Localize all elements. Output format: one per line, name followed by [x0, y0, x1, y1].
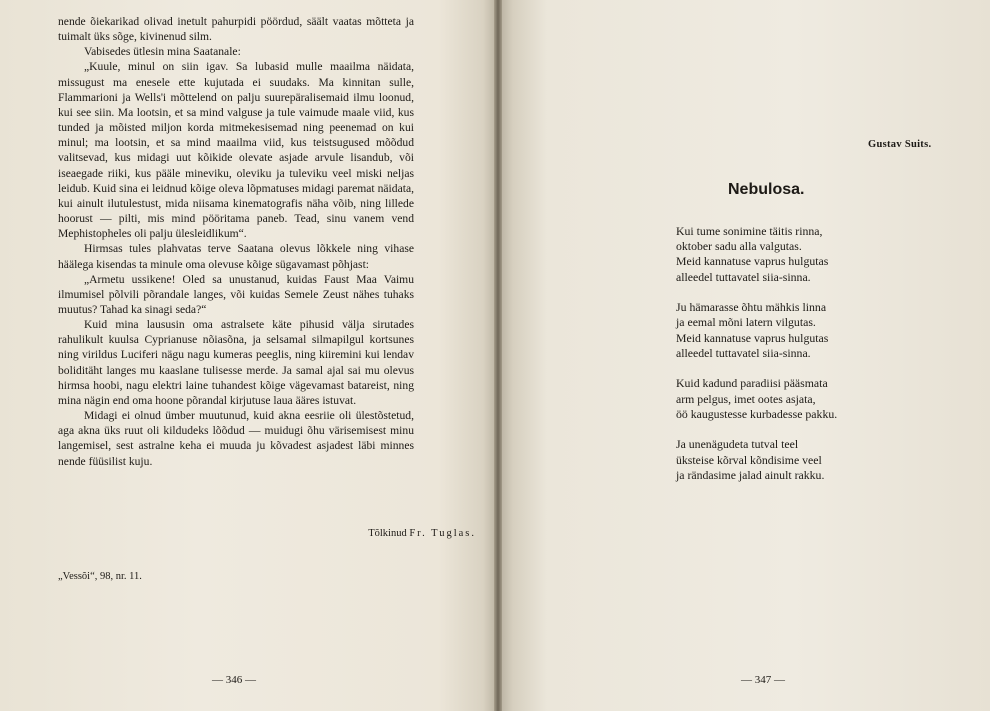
poem — [676, 224, 837, 498]
translator-name: Fr. Tuglas. — [409, 528, 476, 539]
poem-line: Meid kannatuse vaprus hulgutas — [676, 330, 829, 345]
poem-line: ja rändasime jalad ainult rakku. — [676, 467, 825, 482]
poem-title: Nebulosa. — [728, 181, 805, 198]
stanza — [676, 224, 837, 285]
poem-line: arm pelgus, imet ootes asjata, — [676, 391, 816, 406]
translator-credit — [0, 528, 498, 539]
poem-line: alleedel tuttavatel siia-sinna. — [676, 345, 811, 360]
poem-line: üksteise kõrval kõndisime veel — [676, 452, 822, 467]
paragraph: Hirmsas tules plahvatas terve Saatana olevus lõkkele ning vihase häälega kisendas ta minule oma olevuse kõige sügavamast põhjast: — [58, 242, 414, 271]
paragraph: Vabisedes ütlesin mina Saatanale: — [84, 45, 241, 59]
page-number-right: — 347 — — [741, 674, 785, 686]
poem-line: oktober sadu alla valgutas. — [676, 239, 802, 254]
poem-line: alleedel tuttavatel siia-sinna. — [676, 269, 811, 284]
stanza — [676, 376, 837, 422]
source-citation: „Vessõi“, 98, nr. 11. — [58, 571, 142, 582]
poem-line: Kui tume sonimine täitis rinna, — [676, 224, 823, 238]
poem-line: Ju hämarasse õhtu mähkis linna — [676, 300, 827, 315]
paragraph: Midagi ei olnud ümber muutunud, kuid akna eesriie oli ülestõstetud, aga akna üks ruut oli kildudeks lõõdud — muidugi õhu värisemisest minu langemisel, sest astralne keha ei muuda ju kõvadest asjadest läbi minnes nende füüsilist kuju. — [58, 409, 414, 468]
poem-author: Gustav Suits. — [868, 139, 932, 150]
poem-line: ja eemal mõni latern vilgutas. — [676, 315, 816, 330]
stanza — [676, 437, 837, 483]
translator-prefix: Tõlkinud — [368, 528, 407, 539]
poem-line: öö kaugustesse kurbadesse pakku. — [676, 406, 838, 421]
poem-line: Meid kannatuse vaprus hulgutas — [676, 254, 829, 269]
prose-text — [58, 14, 414, 469]
paragraph: nende õiekarikad olivad inetult pahurpidi pöördud, säält vaatas mõtteta ja tuimalt üks sõge, kivinenud silm. — [58, 15, 414, 44]
poem-line: Kuid kadund paradiisi pääsmata — [676, 376, 828, 391]
page-number-left: — 346 — — [212, 674, 256, 686]
paragraph: „Kuule, minul on siin igav. Sa lubasid mulle maailma näidata, missugust ma enesele ette kujutada ei suudaks. Ma kinnitan sulle, Flammarioni ja Wells'i mõttelend on palju suurepäralisemaid ilmu loonud, kui see siin. Ma lootsin, et sa mind valguse ja tule vaimude maale viid, kus tunded ja mõisted miljon korda mitmekesisemad ning peenemad on kui minul; ma lootsin, et sa mind maailma viid, kus teistsugused mõõdud valitsevad, kus midagi uut kõikide olevate asjade arvule lisandub, või iseaegade riiki, kus pääle mineviku, oleviku ja tuleviku veel miski neljas leidub. Kuid sina ei leidnud kõige oleva lõpmatuses midagi paremat näidata, kui ainult ilutulestust, mida niisama kinematografis näha võib, ning lillede hoorust — pilti, mis mind pööritama paneb. Tead, sinu vanem vend Mephistopheles oli palju ülesleidlikum“. — [58, 60, 414, 241]
poem-line: Ja unenägudeta tutval teel — [676, 437, 799, 452]
paragraph: „Armetu ussikene! Oled sa unustanud, kuidas Faust Maa Vaimu ilmumisel põlvili põrandale langes, või kuidas Semele Zeust nähes tuhaks muutus? Tahad ka sinagi seda?“ — [58, 272, 414, 316]
paragraph: Kuid mina laususin oma astralsete käte pihusid välja sirutades rahulikult kuulsa Cyprianuse nõiasõna, ja selsamal silmapilgul kortsunes ning virildus Luciferi nägu nagu kumeras peeglis, ning kiiremini kui lendav boliditäht langes mu kaaslane tulisesse merde. Ja samal ajal sai mu olevus hirmsa hoobi, nagu elektri laine tuhandest kõige vägevamast batareist, ning mina nägin end oma hoone põrandal kirjutuse laua ääres istuvat. — [58, 318, 414, 407]
book-gutter — [494, 0, 502, 711]
stanza — [676, 300, 837, 361]
